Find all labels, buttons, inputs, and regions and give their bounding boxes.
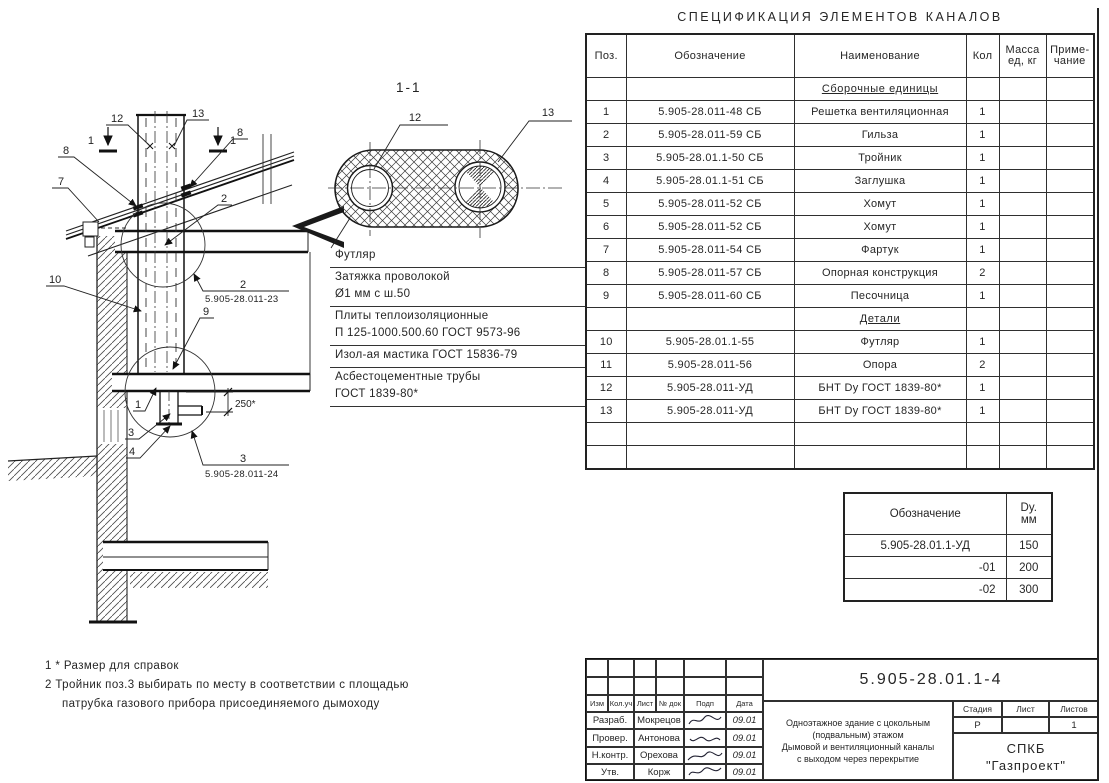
- col-pos: Поз.: [586, 34, 626, 78]
- organization: СПКБ "Газпроект": [953, 733, 1099, 780]
- pos-label-10: 10: [49, 274, 62, 286]
- dy-table: [843, 492, 1053, 602]
- section-cut-markers: [88, 127, 236, 151]
- floor-slab: [112, 374, 310, 391]
- signature: [684, 747, 726, 764]
- pos-label-12: 12: [111, 113, 124, 125]
- basement-slab: [103, 542, 268, 588]
- spec-row: 10 5.905-28.01.1-55 Футляр 1: [586, 331, 1094, 354]
- tb-name: Антонова: [634, 729, 684, 747]
- section-pos-label-12: 12: [408, 112, 422, 124]
- tb-role: Провер.: [586, 729, 634, 747]
- exterior-ground: [8, 456, 97, 481]
- dy-row: -02 300: [844, 579, 1052, 602]
- sheets-label: Листов: [1049, 701, 1099, 717]
- spec-section-row: Детали: [586, 308, 1094, 331]
- note-2-cont: патрубка газового прибора присоединяемого дымоходу: [62, 698, 380, 710]
- col-note: Приме- чание: [1046, 34, 1094, 78]
- spec-header-row: [586, 34, 1094, 78]
- callout-insulation-plates: Плиты теплоизоляционные П 125-1000.500.60 ГОСТ 9573-96: [330, 307, 586, 346]
- detail-ref-3-num: 3: [239, 453, 247, 465]
- dy-col-designation: Обозначение: [844, 493, 1006, 535]
- section-cut-label-right: 1: [230, 135, 237, 147]
- spec-row: 7 5.905-28.011-54 СБ Фартук 1: [586, 239, 1094, 262]
- tb-col-koluch: Кол.уч: [608, 695, 634, 712]
- tb-date: 09.01: [726, 712, 763, 729]
- project-description: Одноэтажное здание с цокольным (подвальным) этажом Дымовой и вентиляционный каналы с выходом через перекрытие: [763, 701, 953, 780]
- tb-col-izm: Изм: [586, 695, 608, 712]
- col-designation: Обозначение: [626, 34, 794, 78]
- tb-col-list: Лист: [634, 695, 656, 712]
- dimension-250-label: 250*: [235, 399, 256, 410]
- signature: [684, 764, 726, 780]
- col-name: Наименование: [794, 34, 966, 78]
- pos-label-8-right: 8: [237, 127, 244, 139]
- stage-value: Р: [953, 717, 1002, 733]
- callout-block: [330, 246, 586, 407]
- section-pos-label-13: 13: [541, 107, 555, 119]
- section-1-1-title: 1-1: [396, 80, 422, 95]
- spec-row: 5 5.905-28.011-52 СБ Хомут 1: [586, 193, 1094, 216]
- tb-date: 09.01: [726, 764, 763, 780]
- note-1: 1 * Размер для справок: [45, 660, 179, 672]
- doc-number: 5.905-28.01.1-4: [763, 659, 1099, 701]
- spec-row: 13 5.905-28.011-УД БНТ Dy ГОСТ 1839-80* 1: [586, 400, 1094, 423]
- tb-date: 09.01: [726, 747, 763, 764]
- tb-col-data: Дата: [726, 695, 763, 712]
- signature: [684, 729, 726, 747]
- sheets-value: 1: [1049, 717, 1099, 733]
- tb-date: 09.01: [726, 729, 763, 747]
- spec-empty-row: [586, 446, 1094, 470]
- tb-role: Разраб.: [586, 712, 634, 729]
- tb-name: Корж: [634, 764, 684, 780]
- tb-name: Мокрецов: [634, 712, 684, 729]
- dimension-250: [186, 388, 256, 416]
- spec-table-title: СПЕЦИФИКАЦИЯ ЭЛЕМЕНТОВ КАНАЛОВ: [677, 10, 1003, 24]
- note-2: 2 Тройник поз.3 выбирать по месту в соответствии с площадью: [45, 679, 409, 691]
- spec-row: 6 5.905-28.011-52 СБ Хомут 1: [586, 216, 1094, 239]
- detail-ref-2: 5.905-28.011-23: [205, 294, 279, 305]
- col-mass: Масса ед, кг: [999, 34, 1046, 78]
- spec-row: 9 5.905-28.011-60 СБ Песочница 1: [586, 285, 1094, 308]
- sheet-label: Лист: [1002, 701, 1049, 717]
- dy-header-row: [844, 493, 1052, 535]
- spec-table: [585, 33, 1095, 470]
- callout-futlyar: Футляр: [330, 246, 586, 268]
- tb-col-podp: Подп: [684, 695, 726, 712]
- dy-row: -01 200: [844, 557, 1052, 579]
- callout-wire-tie: Затяжка проволокой Ø1 мм с ш.50: [330, 268, 586, 307]
- callout-asbestos-pipes: Асбестоцементные трубы ГОСТ 1839-80*: [330, 368, 586, 407]
- tb-role: Утв.: [586, 764, 634, 780]
- pos-label-3: 3: [128, 427, 135, 439]
- pos-label-13: 13: [192, 108, 205, 120]
- spec-row: 12 5.905-28.011-УД БНТ Dy ГОСТ 1839-80* 1: [586, 377, 1094, 400]
- detail-ref-3: 5.905-28.011-24: [205, 469, 279, 480]
- tb-name: Орехова: [634, 747, 684, 764]
- tb-col-ndok: № док: [656, 695, 684, 712]
- signature: [684, 712, 726, 729]
- detail-ref-2-num: 2: [239, 279, 247, 291]
- pos-label-2: 2: [221, 193, 228, 205]
- section-cut-label-left: 1: [87, 135, 94, 147]
- position-leaders: [46, 120, 289, 465]
- spec-empty-row: [586, 423, 1094, 446]
- notes-block: [45, 660, 409, 717]
- pos-label-9: 9: [203, 306, 210, 318]
- spec-row: 8 5.905-28.011-57 СБ Опорная конструкция 2: [586, 262, 1094, 285]
- dy-col-dy: Dy. мм: [1006, 493, 1052, 535]
- spec-row: 2 5.905-28.011-59 СБ Гильза 1: [586, 124, 1094, 147]
- dy-row: 5.905-28.01.1-УД 150: [844, 535, 1052, 557]
- title-block: [585, 658, 1098, 781]
- section-1-1: [328, 80, 572, 248]
- stage-label: Стадия: [953, 701, 1002, 717]
- spec-row: 4 5.905-28.01.1-51 СБ Заглушка 1: [586, 170, 1094, 193]
- pos-label-1: 1: [135, 399, 142, 411]
- sheet-frame-right: [1097, 8, 1099, 781]
- spec-section-row: Сборочные единицы: [586, 78, 1094, 101]
- tb-role: Н.контр.: [586, 747, 634, 764]
- col-qty: Кол: [966, 34, 999, 78]
- pos-label-7: 7: [58, 176, 65, 188]
- spec-row: 3 5.905-28.01.1-50 СБ Тройник 1: [586, 147, 1094, 170]
- spec-row: 1 5.905-28.011-48 СБ Решетка вентиляционная 1: [586, 101, 1094, 124]
- spec-row: 11 5.905-28.011-56 Опора 2: [586, 354, 1094, 377]
- pos-label-8-left: 8: [63, 145, 70, 157]
- sheet-value: [1002, 717, 1049, 733]
- pos-label-4: 4: [129, 446, 136, 458]
- callout-mastic: Изол-ая мастика ГОСТ 15836-79: [330, 346, 586, 368]
